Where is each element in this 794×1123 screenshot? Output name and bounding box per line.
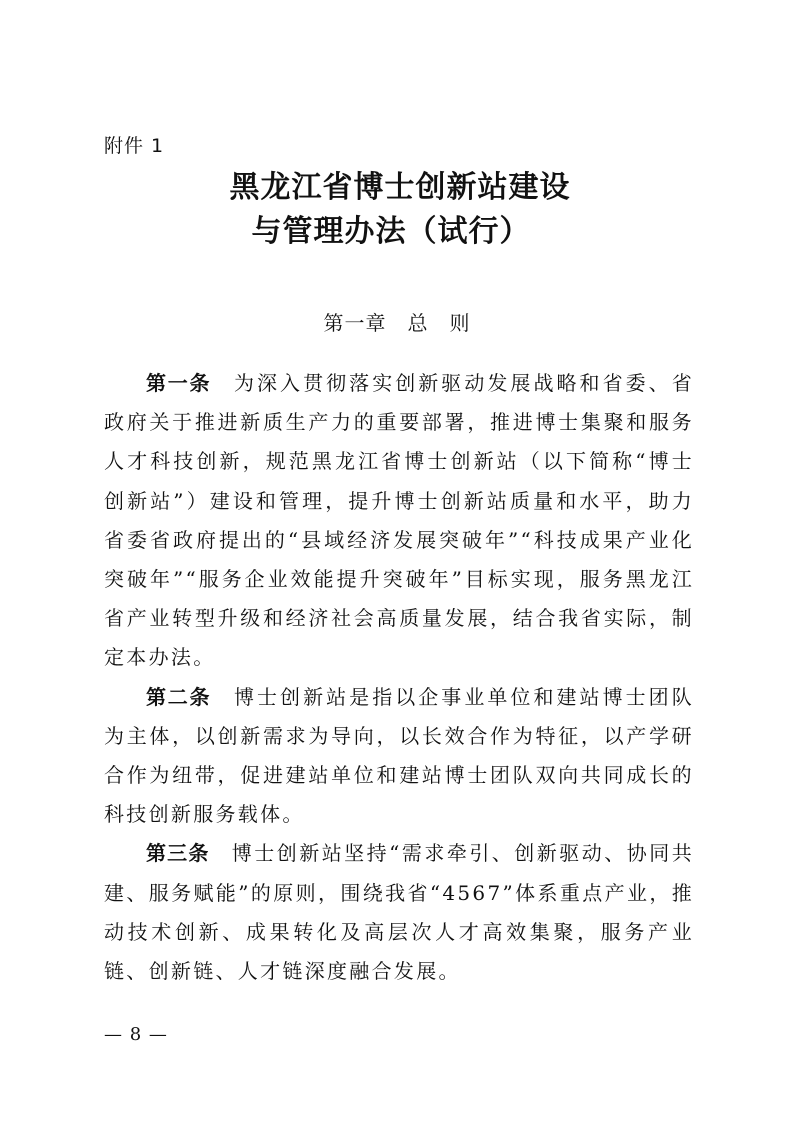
document-body <box>104 364 694 991</box>
article-number: 第二条 <box>146 684 212 709</box>
page-number: — 8 — <box>104 1024 168 1045</box>
title-line-2: 与管理办法（试行） <box>251 214 531 249</box>
article-paragraph-3 <box>104 834 694 991</box>
article-text: 博士创新站坚持“需求牵引、创新驱动、协同共建、服务赋能”的原则，围绕我省“4567”体系重点产业，推动技术创新、成果转化及高层次人才高效集聚，服务产业链、创新链、人才链深度融合发展。 <box>104 841 694 984</box>
chapter-heading: 第一章 总 则 <box>323 311 471 335</box>
title-line-1: 黑龙江省博士创新站建设 <box>229 170 571 205</box>
article-number: 第三条 <box>146 841 210 866</box>
article-number: 第一条 <box>146 371 212 395</box>
attachment-label: 附件 1 <box>104 135 165 157</box>
article-paragraph-1 <box>104 364 694 678</box>
document-title <box>0 166 794 254</box>
article-text: 为深入贯彻落实创新驱动发展战略和省委、省政府关于推进新质生产力的重要部署，推进博士集聚和服务人才科技创新，规范黑龙江省博士创新站（以下简称“博士创新站”）建设和管理，提升博士创新站质量和水平，助力省委省政府提出的“县域经济发展突破年”“科技成果产业化突破年”“服务企业效能提升突破年”目标实现，服务黑龙江省产业转型升级和经济社会高质量发展，结合我省实际，制定本办法。 <box>104 371 695 670</box>
article-text: 博士创新站是指以企事业单位和建站博士团队为主体，以创新需求为导向，以长效合作为特征，以产学研合作为纽带，促进建站单位和建站博士团队双向共同成长的科技创新服务载体。 <box>104 684 695 827</box>
article-paragraph-2 <box>104 678 694 835</box>
